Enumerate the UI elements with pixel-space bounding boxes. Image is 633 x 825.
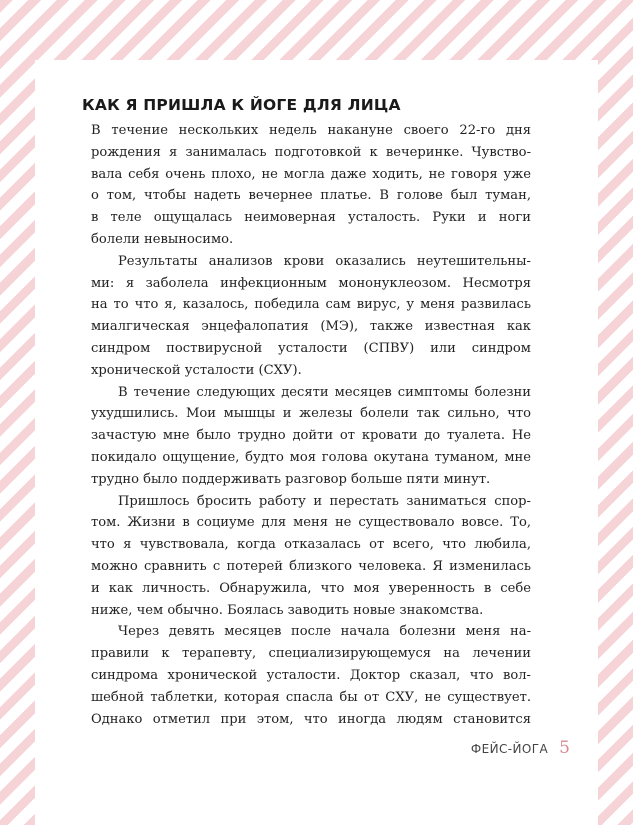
body-text [91, 120, 531, 730]
text-line: правили к терапевту, специализирующемуся на лечении [91, 646, 531, 662]
text-line: В течение следующих десяти месяцев симптомы болезни [118, 384, 531, 400]
text-line: можно сравнить с потерей близкого человека. Я изменилась [91, 558, 531, 574]
text-line: покидало ощущение, будто моя голова окутана туманом, мне [91, 449, 531, 465]
text-line: том. Жизни в социуме для меня не существовало вовсе. То, [91, 515, 531, 531]
text-line: хронической усталости (СХУ). [91, 362, 302, 378]
text-line: синдром поствирусной усталости (СПВУ) или синдром [91, 340, 531, 356]
text-line: трудно было поддерживать разговор больше пяти минут. [91, 471, 491, 487]
text-line: Однако отметил при этом, что иногда людям становится [91, 711, 531, 727]
text-line: синдрома хронической усталости. Доктор сказал, что вол- [91, 667, 531, 683]
text-line: на то что я, казалось, победила сам вирус, у меня развилась [91, 297, 531, 313]
text-line: В течение нескольких недель накануне своего 22-го дня [91, 123, 531, 138]
page-footer [471, 738, 570, 758]
section-heading: КАК Я ПРИШЛА К ЙОГЕ ДЛЯ ЛИЦА [82, 96, 401, 114]
text-line: Результаты анализов крови оказались неутешительны- [118, 253, 531, 269]
text-line: ми: я заболела инфекционным мононуклеозом. Несмотря [91, 275, 531, 291]
page-number: 5 [559, 738, 570, 758]
text-line: болели невыносимо. [91, 231, 234, 247]
text-line: зачастую мне было трудно дойти от кровати до туалета. Не [91, 428, 531, 444]
text-line: шебной таблетки, которая спасла бы от СХУ, не существует. [91, 689, 531, 705]
text-line: о том, чтобы надеть вечернее платье. В голове был туман, [91, 188, 531, 204]
text-line: рождения я занималась подготовкой к вечеринке. Чувство- [91, 144, 531, 160]
text-line: Пришлось бросить работу и перестать заниматься спор- [118, 493, 531, 509]
running-title: ФЕЙС-ЙОГА [470, 742, 549, 756]
text-line: и как личность. Обнаружила, что моя уверенность в себе [91, 580, 531, 596]
text-line: миалгическая энцефалопатия (МЭ), также известная как [91, 319, 531, 335]
text-line: ниже, чем обычно. Боялась заводить новые знакомства. [91, 602, 484, 618]
text-line: ухудшились. Мои мышцы и железы болели так сильно, что [91, 406, 531, 422]
text-line: вала себя очень плохо, не могла даже ходить, не говоря уже [91, 166, 531, 182]
text-line: что я чувствовала, когда отказалась от всего, что любила, [91, 537, 531, 553]
text-line: Через девять месяцев после начала болезни меня на- [118, 624, 531, 640]
text-line: в теле ощущалась неимоверная усталость. Руки и ноги [91, 210, 531, 226]
